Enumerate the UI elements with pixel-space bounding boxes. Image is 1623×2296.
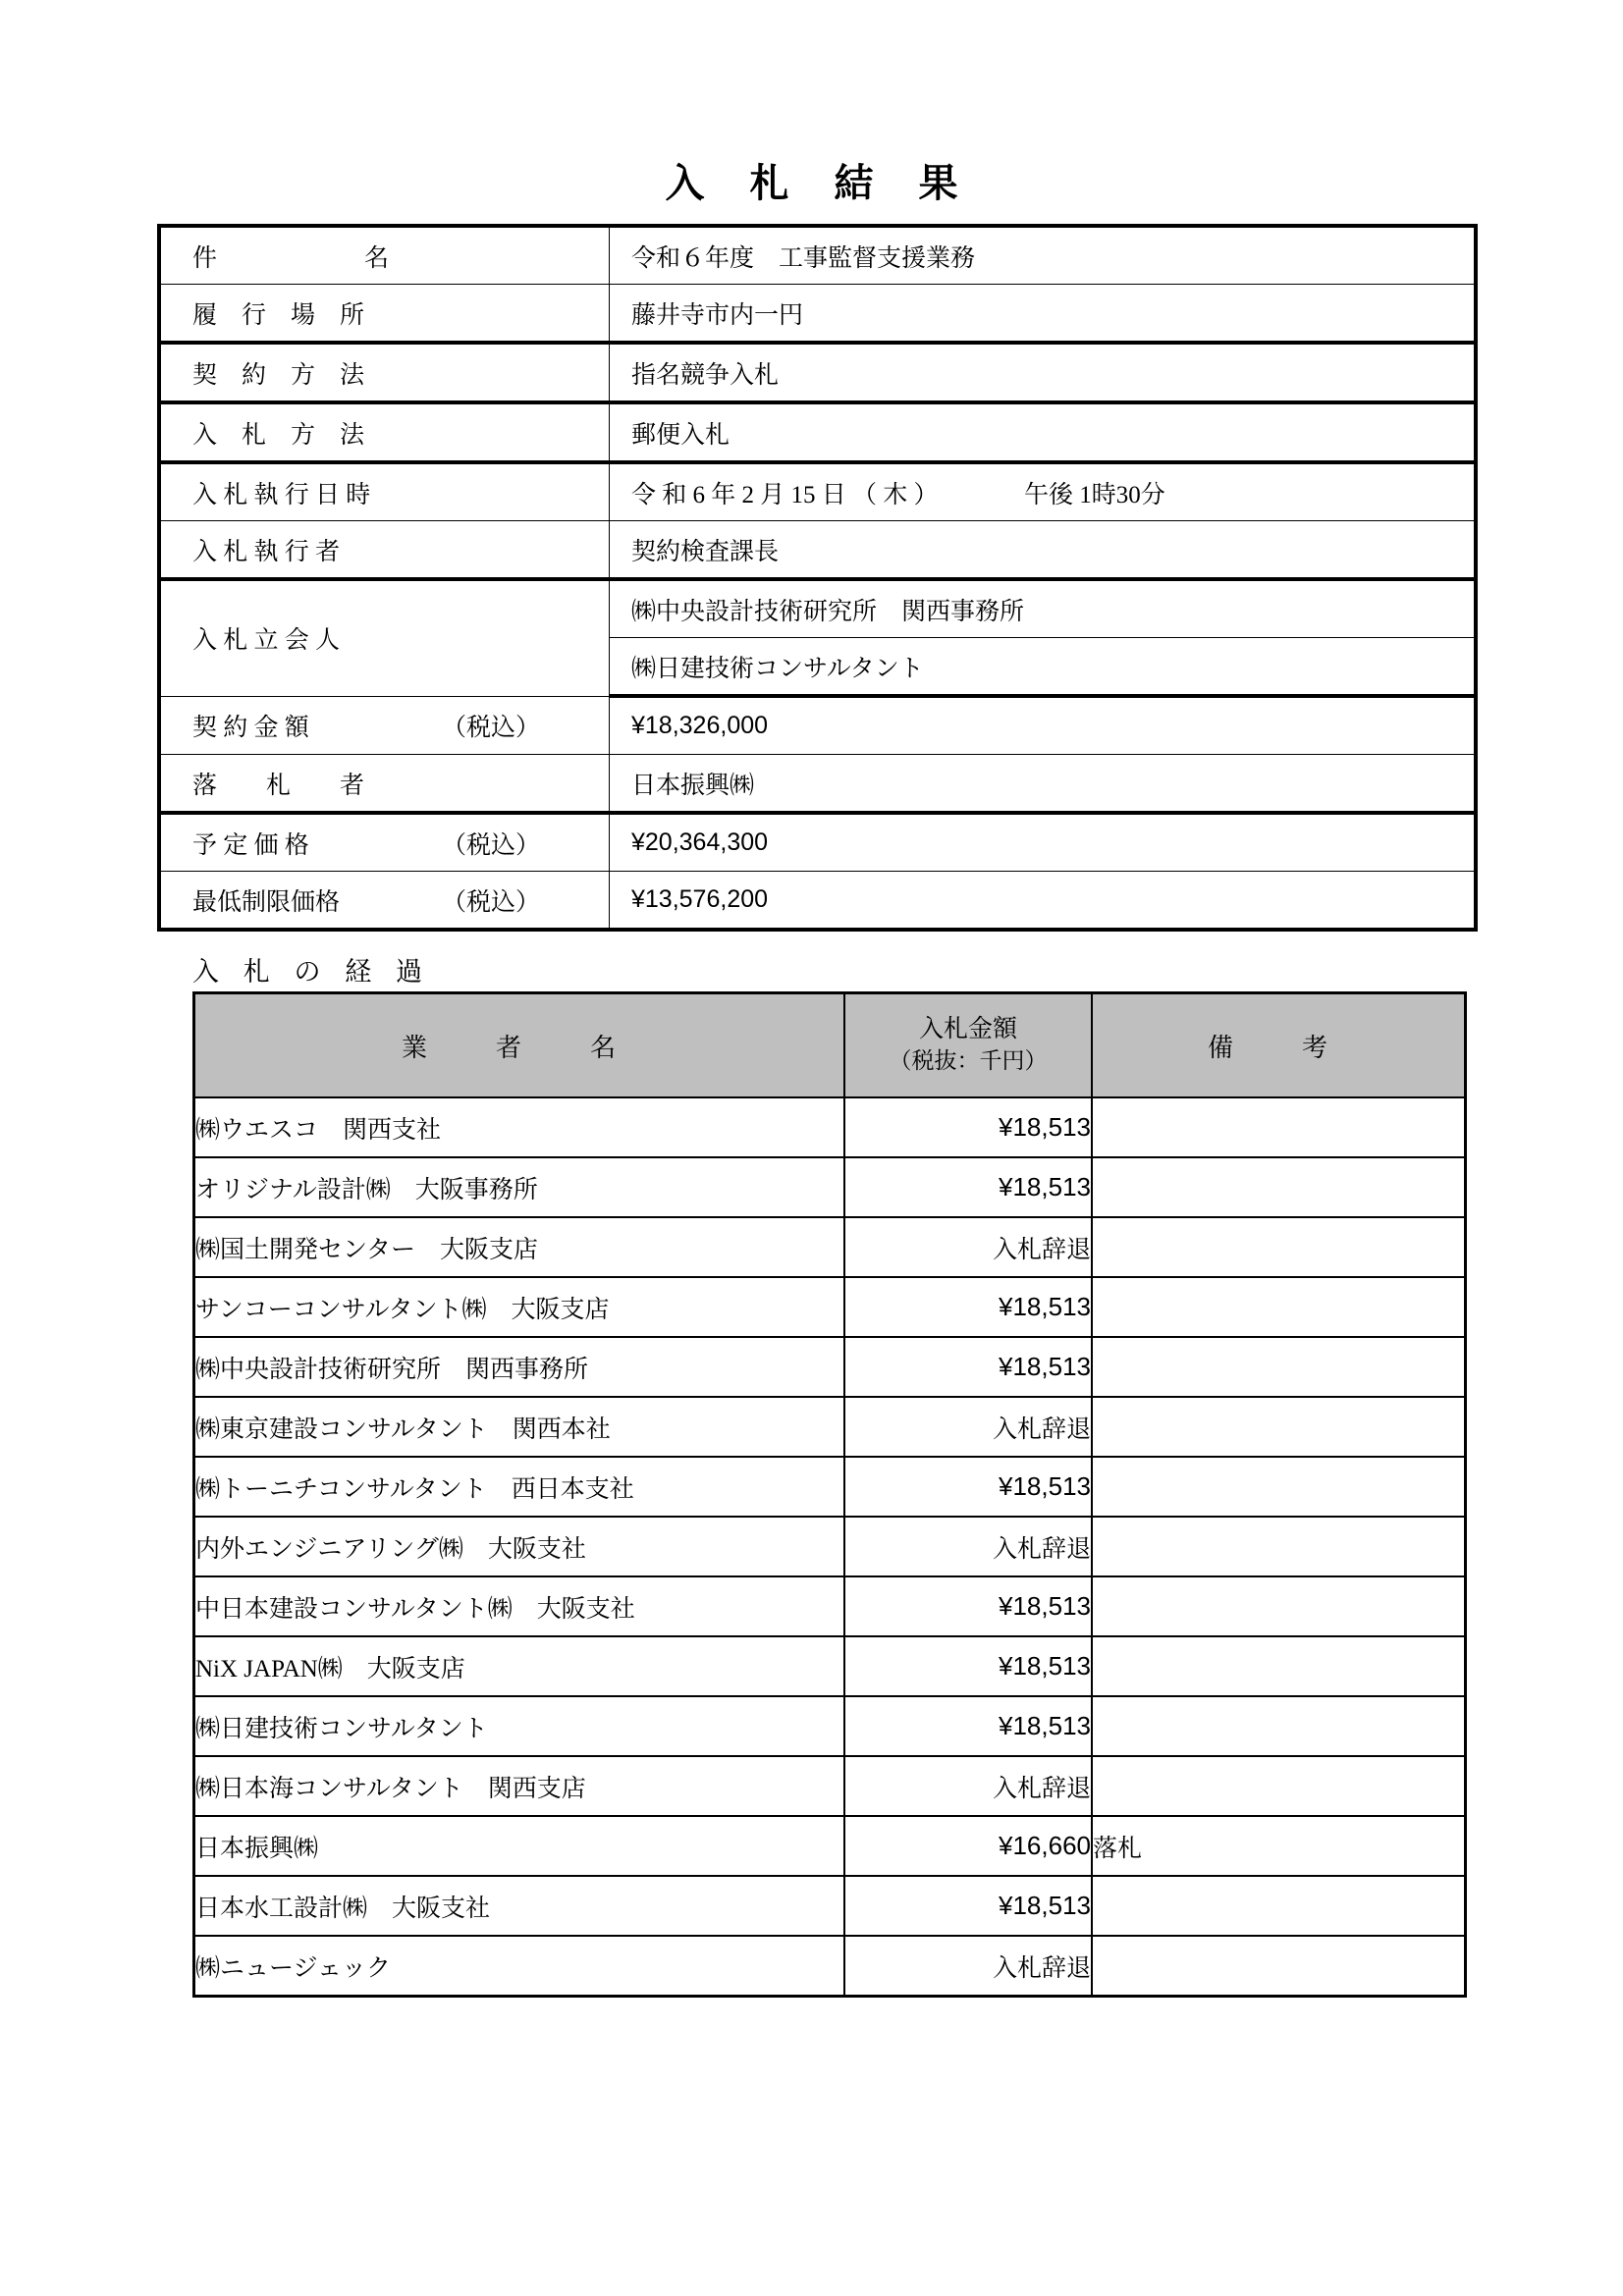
summary-row-planned-price (159, 813, 1476, 872)
bid-process-table-container (192, 991, 1457, 1998)
value-case-name: 令和６年度 工事監督支援業務 (610, 226, 1477, 285)
table-row (194, 1576, 1466, 1636)
label-bid-datetime (159, 462, 610, 521)
value-bid-datetime: 令 和 6 年 2 月 15 日 （ 木 ） 午後 1時30分 (610, 462, 1477, 521)
table-row (194, 1696, 1466, 1756)
cell-bid-amount: ¥18,513 (844, 1576, 1092, 1636)
label-planned-price-text: 予 定 価 格 (192, 831, 309, 859)
cell-vendor-name: ㈱ウエスコ 関西支社 (194, 1097, 845, 1157)
table-row (194, 1936, 1466, 1997)
cell-bid-amount: 入札辞退 (844, 1936, 1092, 1997)
label-contract-amount-text: 契 約 金 額 (192, 714, 309, 741)
label-bid-executor-text: 入 札 執 行 者 (192, 538, 341, 565)
cell-vendor-name: ㈱日本海コンサルタント 関西支店 (194, 1756, 845, 1816)
cell-vendor-name: 内外エンジニアリング㈱ 大阪支社 (194, 1517, 845, 1576)
cell-vendor-name: ㈱ニュージェック (194, 1936, 845, 1997)
cell-remark: 落札 (1092, 1816, 1466, 1876)
cell-remark (1092, 1576, 1466, 1636)
cell-bid-amount: 入札辞退 (844, 1217, 1092, 1277)
label-bid-witness-text: 入 札 立 会 人 (192, 627, 341, 655)
label-contract-method-text: 契 約 方 法 (192, 361, 365, 389)
summary-row-case-name (159, 226, 1476, 285)
cell-bid-amount: 入札辞退 (844, 1756, 1092, 1816)
cell-bid-amount: ¥16,660 (844, 1816, 1092, 1876)
label-place-text: 履 行 場 所 (192, 301, 365, 329)
cell-remark (1092, 1157, 1466, 1217)
cell-remark (1092, 1936, 1466, 1997)
column-header-amount-line2: （税抜：千円） (889, 1047, 1048, 1073)
table-row (194, 1277, 1466, 1337)
cell-vendor-name: ㈱日建技術コンサルタント (194, 1696, 845, 1756)
cell-vendor-name: オリジナル設計㈱ 大阪事務所 (194, 1157, 845, 1217)
cell-remark (1092, 1457, 1466, 1517)
cell-bid-amount: ¥18,513 (844, 1277, 1092, 1337)
label-bid-datetime-text: 入 札 執 行 日 時 (192, 481, 371, 508)
label-place (159, 285, 610, 344)
column-header-remark-text: 備 考 (1207, 1033, 1349, 1062)
summary-row-bid-executor (159, 521, 1476, 580)
label-winner-text: 落 札 者 (192, 772, 365, 799)
cell-remark (1092, 1636, 1466, 1696)
value-place: 藤井寺市内一円 (610, 285, 1477, 344)
summary-row-winner (159, 755, 1476, 814)
bid-process-caption: 入 札 の 経 過 (192, 957, 431, 987)
column-header-amount-line1: 入札金額 (918, 1015, 1017, 1042)
cell-remark (1092, 1277, 1466, 1337)
value-winner: 日本振興㈱ (610, 755, 1477, 814)
cell-vendor-name: サンコーコンサルタント㈱ 大阪支店 (194, 1277, 845, 1337)
bid-process-header-row (194, 993, 1466, 1098)
label-bid-method-text: 入 札 方 法 (192, 421, 365, 449)
label-case-name (159, 226, 610, 285)
cell-bid-amount: ¥18,513 (844, 1636, 1092, 1696)
label-contract-amount-tax: （税込） (442, 714, 541, 741)
table-row (194, 1157, 1466, 1217)
cell-vendor-name: ㈱トーニチコンサルタント 西日本支社 (194, 1457, 845, 1517)
label-contract-amount (159, 696, 610, 755)
label-contract-method (159, 343, 610, 402)
bid-summary-table (157, 224, 1478, 932)
cell-remark (1092, 1217, 1466, 1277)
cell-remark (1092, 1696, 1466, 1756)
cell-bid-amount: ¥18,513 (844, 1097, 1092, 1157)
table-row (194, 1876, 1466, 1936)
table-row (194, 1097, 1466, 1157)
label-bid-method (159, 402, 610, 462)
cell-bid-amount: ¥18,513 (844, 1457, 1092, 1517)
column-header-vendor (194, 993, 845, 1098)
label-planned-price-tax: （税込） (442, 831, 541, 859)
value-contract-amount: ¥18,326,000 (610, 696, 1477, 755)
cell-bid-amount: ¥18,513 (844, 1876, 1092, 1936)
label-planned-price (159, 813, 610, 872)
cell-remark (1092, 1397, 1466, 1457)
cell-remark (1092, 1876, 1466, 1936)
summary-row-bid-method (159, 402, 1476, 462)
summary-row-bid-datetime (159, 462, 1476, 521)
bid-process-body (194, 1097, 1466, 1997)
label-winner (159, 755, 610, 814)
cell-vendor-name: ㈱東京建設コンサルタント 関西本社 (194, 1397, 845, 1457)
cell-remark (1092, 1337, 1466, 1397)
cell-bid-amount: ¥18,513 (844, 1696, 1092, 1756)
label-case-name-text: 件 名 (192, 244, 390, 272)
table-row (194, 1816, 1466, 1876)
table-row (194, 1397, 1466, 1457)
value-bid-method: 郵便入札 (610, 402, 1477, 462)
label-bid-executor (159, 521, 610, 580)
cell-remark (1092, 1517, 1466, 1576)
value-contract-method: 指名競争入札 (610, 343, 1477, 402)
cell-bid-amount: 入札辞退 (844, 1397, 1092, 1457)
table-row (194, 1636, 1466, 1696)
bid-summary-table-container (157, 224, 1478, 932)
cell-vendor-name: ㈱中央設計技術研究所 関西事務所 (194, 1337, 845, 1397)
label-minimum-price (159, 872, 610, 931)
summary-row-contract-method (159, 343, 1476, 402)
summary-row-place (159, 285, 1476, 344)
summary-row-minimum-price (159, 872, 1476, 931)
value-bid-executor: 契約検査課長 (610, 521, 1477, 580)
value-minimum-price: ¥13,576,200 (610, 872, 1477, 931)
label-minimum-price-tax: （税込） (442, 888, 541, 916)
table-row (194, 1517, 1466, 1576)
column-header-vendor-text: 業 者 名 (401, 1033, 637, 1062)
bid-process-table (192, 991, 1467, 1998)
value-bid-witness-1: ㈱中央設計技術研究所 関西事務所 (610, 579, 1477, 638)
cell-vendor-name: 中日本建設コンサルタント㈱ 大阪支社 (194, 1576, 845, 1636)
page-title: 入 札 結 果 (665, 161, 976, 205)
column-header-amount (844, 993, 1092, 1098)
cell-vendor-name: ㈱国土開発センター 大阪支店 (194, 1217, 845, 1277)
cell-bid-amount: 入札辞退 (844, 1517, 1092, 1576)
table-row (194, 1756, 1466, 1816)
cell-vendor-name: 日本振興㈱ (194, 1816, 845, 1876)
cell-remark (1092, 1756, 1466, 1816)
column-header-remark (1092, 993, 1466, 1098)
cell-vendor-name: 日本水工設計㈱ 大阪支社 (194, 1876, 845, 1936)
value-bid-witness-2: ㈱日建技術コンサルタント (610, 638, 1477, 697)
summary-row-contract-amount (159, 696, 1476, 755)
cell-bid-amount: ¥18,513 (844, 1157, 1092, 1217)
label-minimum-price-text: 最低制限価格 (192, 888, 341, 916)
value-planned-price: ¥20,364,300 (610, 813, 1477, 872)
cell-bid-amount: ¥18,513 (844, 1337, 1092, 1397)
summary-row-witness-1 (159, 579, 1476, 638)
table-row (194, 1457, 1466, 1517)
cell-vendor-name: NiX JAPAN㈱ 大阪支店 (194, 1636, 845, 1696)
table-row (194, 1217, 1466, 1277)
label-bid-witness (159, 579, 610, 696)
table-row (194, 1337, 1466, 1397)
cell-remark (1092, 1097, 1466, 1157)
